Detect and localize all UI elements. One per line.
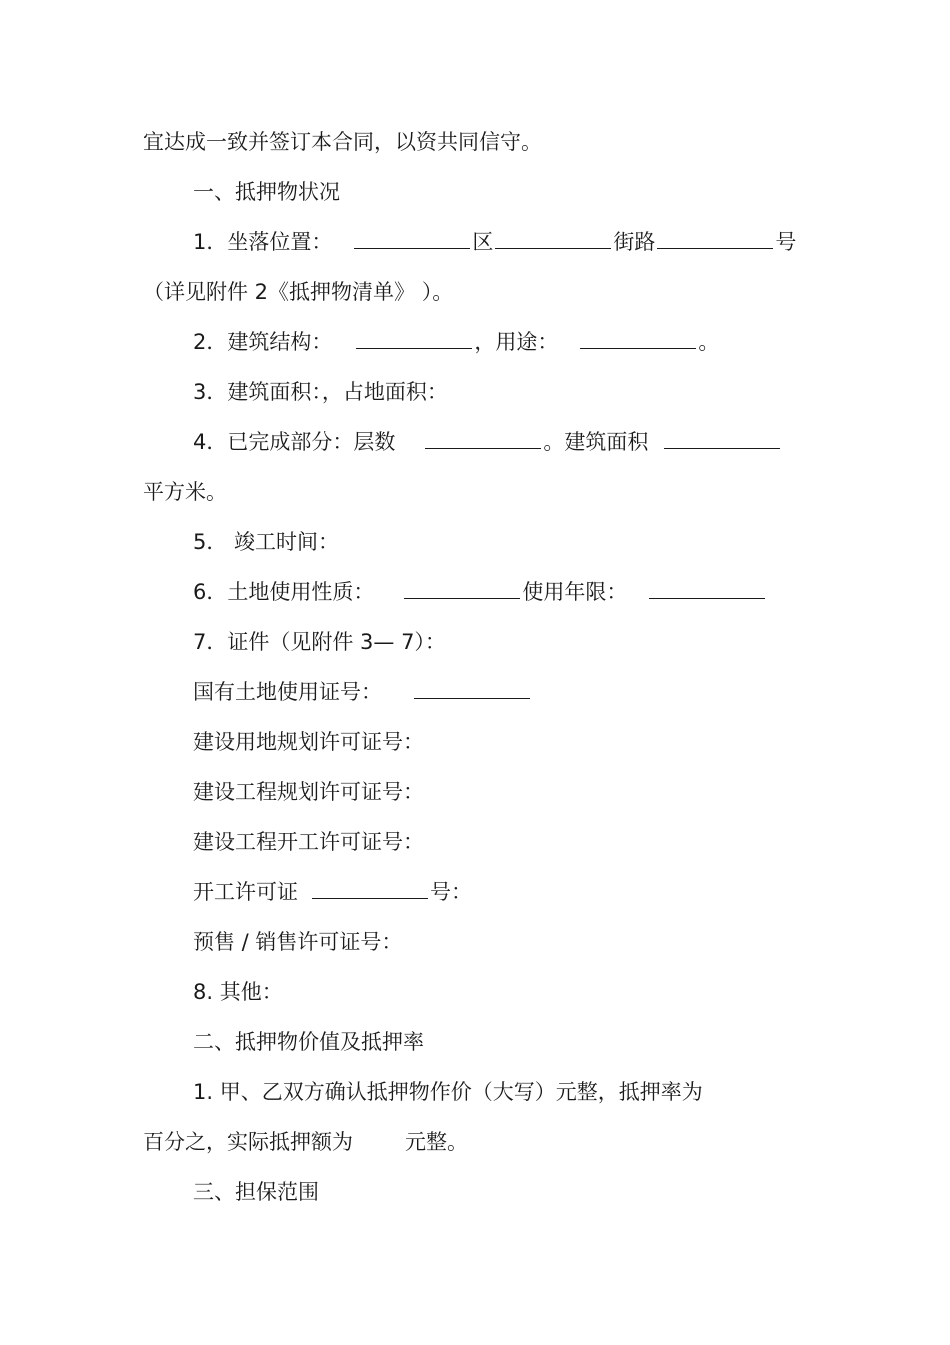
- location-line: [193, 228, 796, 256]
- text-line: 预售 / 销售许可证号：: [193, 930, 403, 954]
- permit-blank: [312, 878, 428, 899]
- term-label: 使用年限：: [522, 580, 628, 604]
- amount-suffix: 元整。: [405, 1130, 468, 1154]
- land-cert-blank: [414, 678, 530, 699]
- land-use-blank: [404, 578, 520, 599]
- area-label: 。建筑面积: [543, 430, 649, 454]
- land-cert-line: [193, 678, 532, 706]
- permit-line: [193, 878, 472, 906]
- street-blank: [495, 228, 611, 249]
- section-heading: 三、担保范围: [193, 1180, 319, 1204]
- text-line: 平方米。: [143, 480, 227, 504]
- text-line: 1. 甲、乙双方确认抵押物作价（大写）元整，抵押率为: [193, 1080, 703, 1104]
- land-use-line: [193, 578, 767, 606]
- land-cert-label: 国有土地使用证号：: [193, 680, 382, 704]
- structure-label: 2．建筑结构：: [193, 330, 333, 354]
- district-blank: [354, 228, 470, 249]
- text-line: （详见附件 2《抵押物清单》 ）。: [143, 280, 454, 304]
- text-line: 建设工程规划许可证号：: [193, 780, 424, 804]
- area-blank: [664, 428, 780, 449]
- permit-suffix: 号：: [430, 880, 472, 904]
- district-text: 区: [472, 230, 494, 254]
- text-line: 建设用地规划许可证号：: [193, 730, 424, 754]
- structure-line: [193, 328, 719, 356]
- text-line: 3．建筑面积：，占地面积：: [193, 380, 448, 404]
- land-use-label: 6．土地使用性质：: [193, 580, 375, 604]
- text-line: 建设工程开工许可证号：: [193, 830, 424, 854]
- location-label: 1．坐落位置：: [193, 230, 333, 254]
- text-line: 宜达成一致并签订本合同，以资共同信守。: [143, 130, 542, 154]
- amount-line: [143, 1128, 468, 1156]
- amount-label: 百分之，实际抵押额为: [143, 1130, 353, 1154]
- floors-blank: [425, 428, 541, 449]
- floors-label: 4．已完成部分：层数: [193, 430, 396, 454]
- number-blank: [657, 228, 773, 249]
- text-line: 5． 竣工时间：: [193, 530, 340, 554]
- number-text: 号: [775, 230, 797, 254]
- text-line: 8. 其他：: [193, 980, 283, 1004]
- structure-blank: [356, 328, 472, 349]
- term-blank: [649, 578, 765, 599]
- section-heading: 二、抵押物价值及抵押率: [193, 1030, 424, 1054]
- section-heading: 一、抵押物状况: [193, 180, 340, 204]
- text-line: 7．证件（见附件 3— 7）：: [193, 630, 446, 654]
- completed-line: [193, 428, 782, 456]
- period: 。: [698, 330, 720, 354]
- usage-blank: [580, 328, 696, 349]
- permit-label: 开工许可证: [193, 880, 298, 904]
- street-text: 街路: [613, 230, 656, 254]
- usage-label: ，用途：: [474, 330, 559, 354]
